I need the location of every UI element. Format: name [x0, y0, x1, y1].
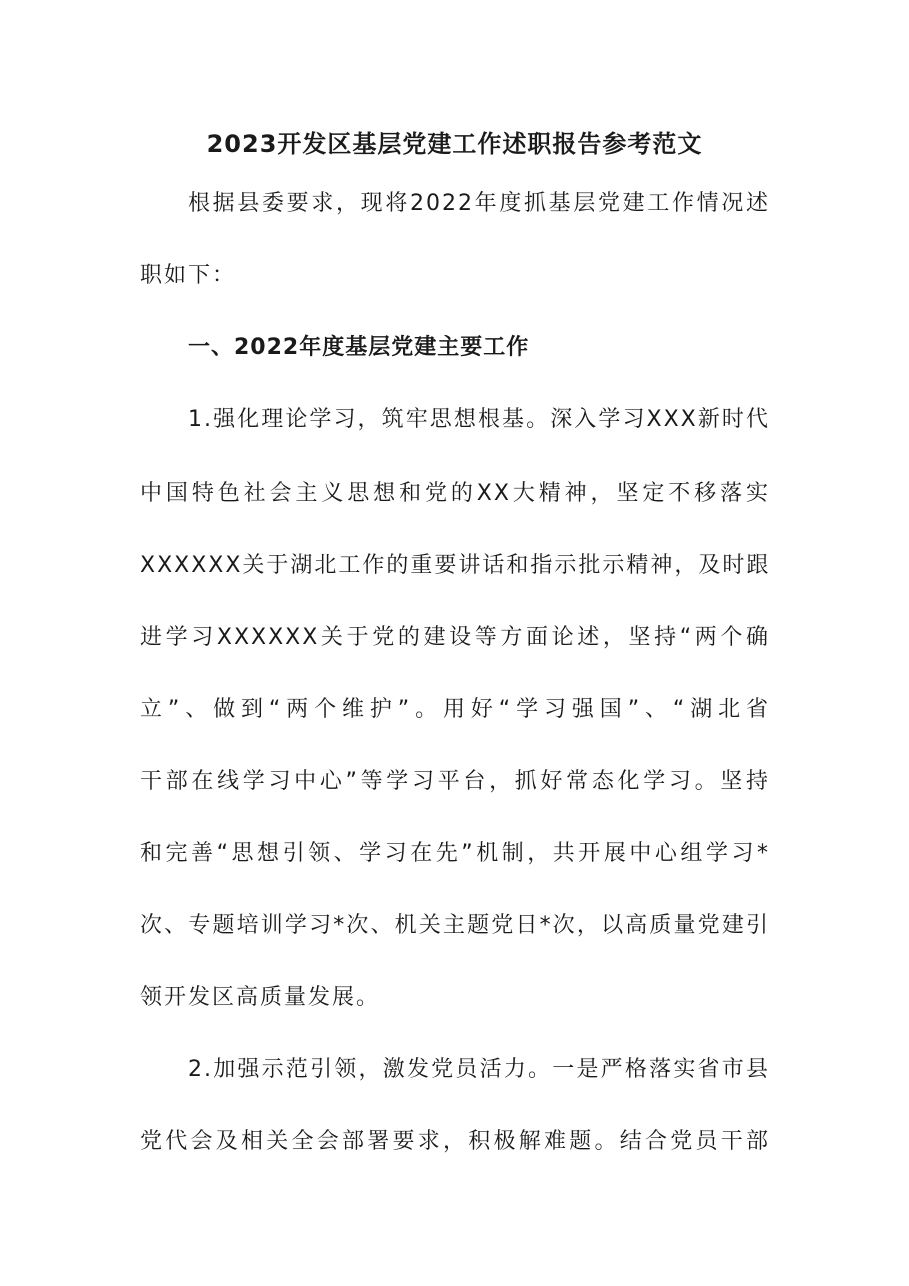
- paragraph-line: 2.加强示范引领，激发党员活力。一是严格落实省市县: [188, 1057, 770, 1082]
- intro-line-2: 职如下：: [140, 263, 237, 288]
- paragraph-line: 进学习XXXXXX关于党的建设等方面论述，坚持“两个确: [140, 625, 770, 650]
- paragraph-line: 领开发区高质量发展。: [140, 985, 381, 1010]
- paragraph-line: XXXXXX关于湖北工作的重要讲话和指示批示精神，及时跟: [140, 553, 771, 578]
- intro-line-1: 根据县委要求，现将2022年度抓基层党建工作情况述: [188, 191, 770, 216]
- paragraph-line: 中国特色社会主义思想和党的XX大精神，坚定不移落实: [140, 481, 770, 506]
- paragraph-line: 次、专题培训学习*次、机关主题党日*次，以高质量党建引: [140, 913, 770, 938]
- paragraph-line: 和完善“思想引领、学习在先”机制，共开展中心组学习*: [140, 841, 770, 866]
- paragraph-line: 干部在线学习中心”等学习平台，抓好常态化学习。坚持: [140, 769, 770, 794]
- paragraph-line: 立”、做到“两个维护”。用好“学习强国”、“湖北省: [140, 697, 770, 722]
- section-heading: 一、2022年度基层党建主要工作: [188, 335, 530, 360]
- paragraph-line: 1.强化理论学习，筑牢思想根基。深入学习XXX新时代: [188, 407, 770, 432]
- document-title: 2023开发区基层党建工作述职报告参考范文: [206, 130, 703, 158]
- paragraph-line: 党代会及相关全会部署要求，积极解难题。结合党员干部: [140, 1129, 770, 1154]
